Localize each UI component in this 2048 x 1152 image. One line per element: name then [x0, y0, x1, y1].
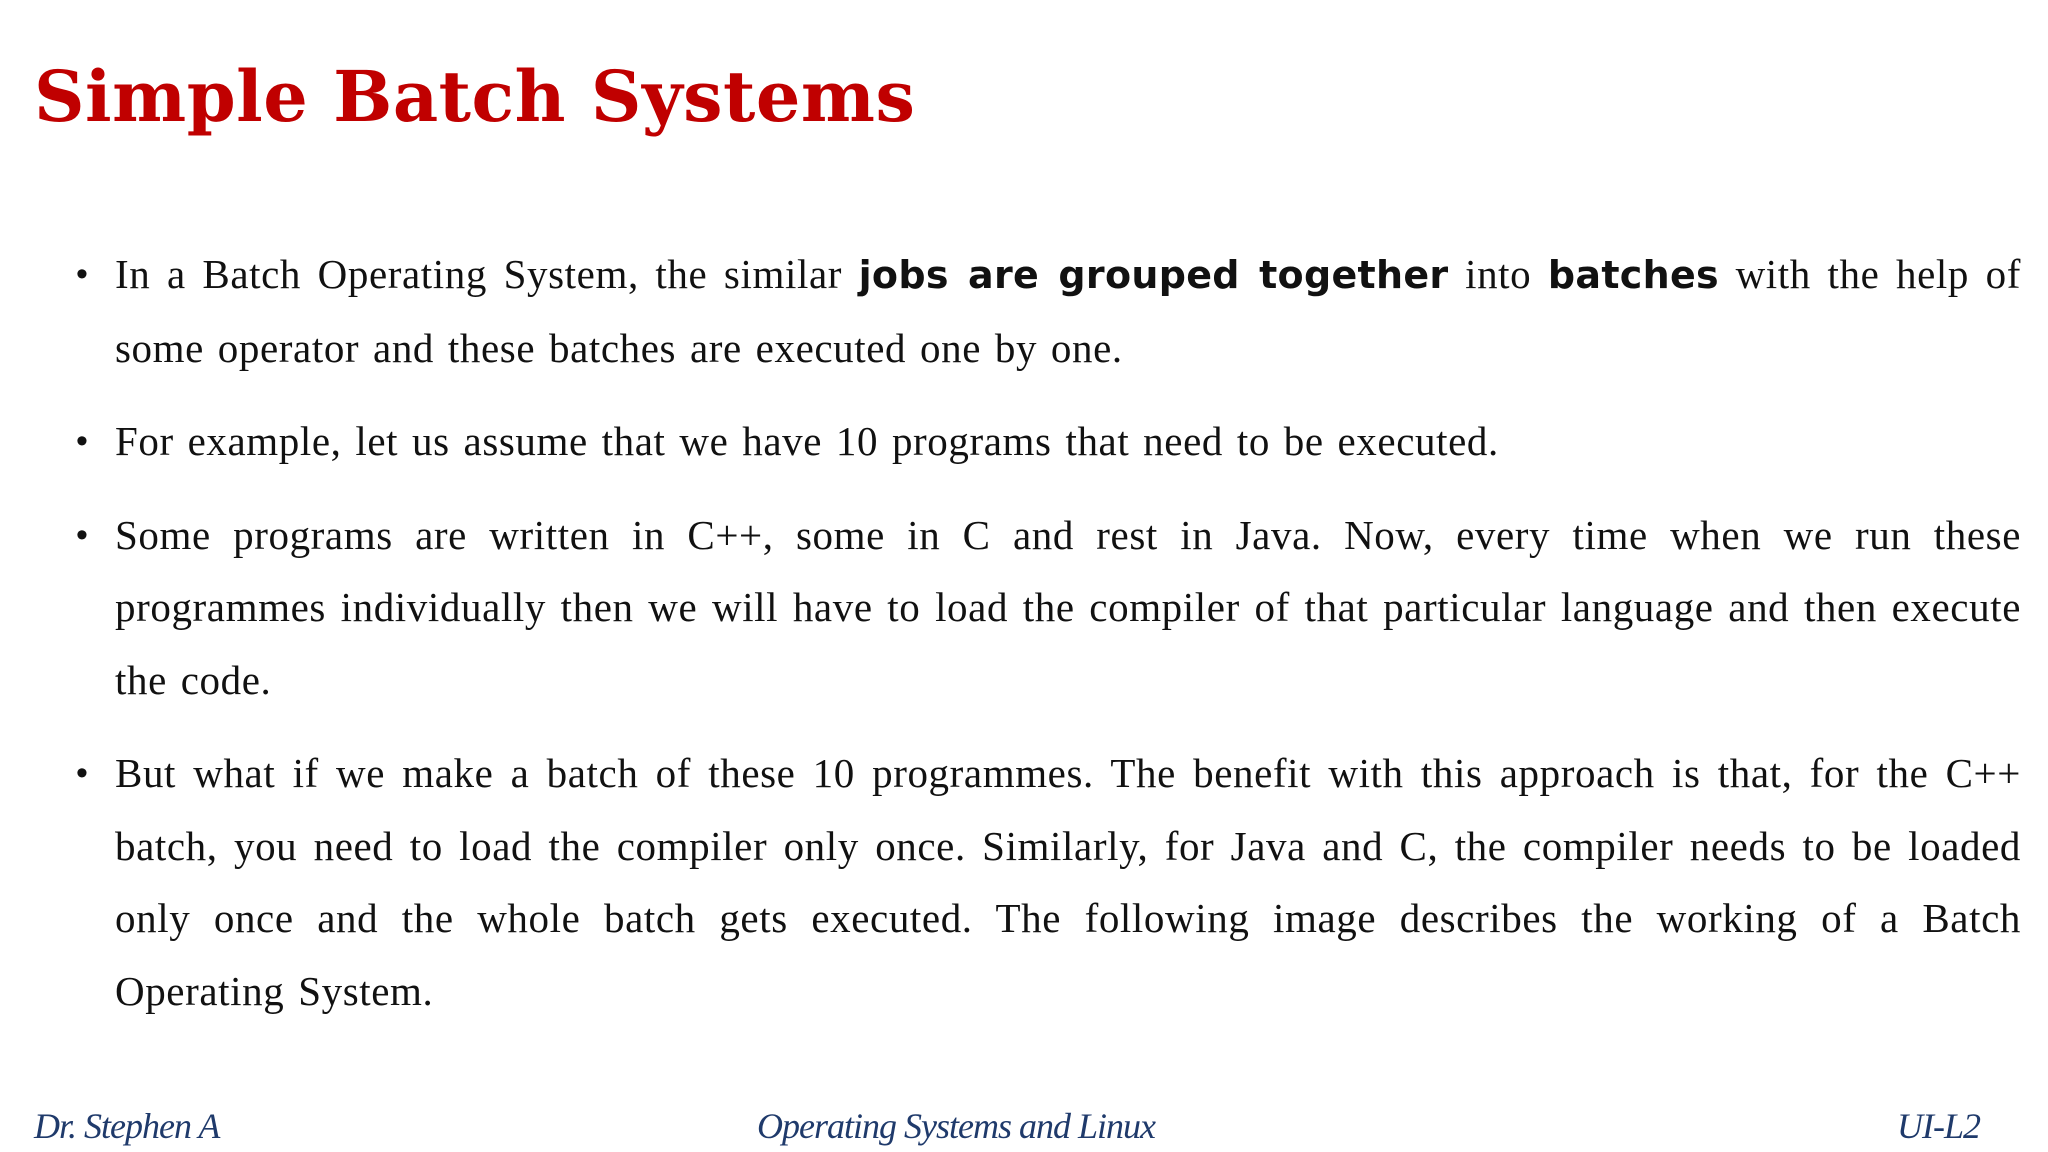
footer-unit: UI-L2	[1897, 1106, 1980, 1146]
bullet-item	[76, 499, 2021, 717]
bullet-dot-icon: •	[76, 255, 89, 293]
bullet-text-segment: For example, let us assume that we have 10 programs that need to be executed.	[115, 418, 1499, 464]
bullet-list	[76, 238, 2021, 1048]
bullet-dot-icon: •	[76, 515, 89, 554]
bullet-text-segment: In a Batch Operating System, the similar	[115, 251, 859, 297]
bullet-item	[76, 737, 2021, 1027]
bullet-text-segment: Some programs are written in C++, some in C and rest in Java. Now, every time when we run these programmes individually then we will have to load the compiler of that particular language and then execute the code.	[115, 511, 2021, 703]
footer-author: Dr. Stephen A	[34, 1106, 220, 1146]
slide-title: Simple Batch Systems	[34, 55, 916, 138]
bullet-item	[76, 405, 2021, 478]
bullet-dot-icon: •	[76, 422, 89, 460]
bullet-item	[76, 238, 2021, 384]
bullet-bold-segment: batches	[1547, 253, 1719, 297]
bullet-text-segment: But what if we make a batch of these 10 programmes. The benefit with this approach is that, for the C++ batch, you need to load the compiler only once. Similarly, for Java and C, the compiler needs to be loaded only once and the whole batch gets executed. The following image describes the working of a Batch Operating System.	[115, 750, 2021, 1014]
bullet-bold-segment: jobs are grouped together	[858, 253, 1449, 297]
bullet-dot-icon: •	[76, 754, 89, 792]
bullet-text-segment: with the help of some operator and these batches are executed one by one.	[115, 251, 2021, 371]
footer-course: Operating Systems and Linux	[757, 1106, 1155, 1146]
bullet-text-segment: into	[1448, 251, 1548, 297]
